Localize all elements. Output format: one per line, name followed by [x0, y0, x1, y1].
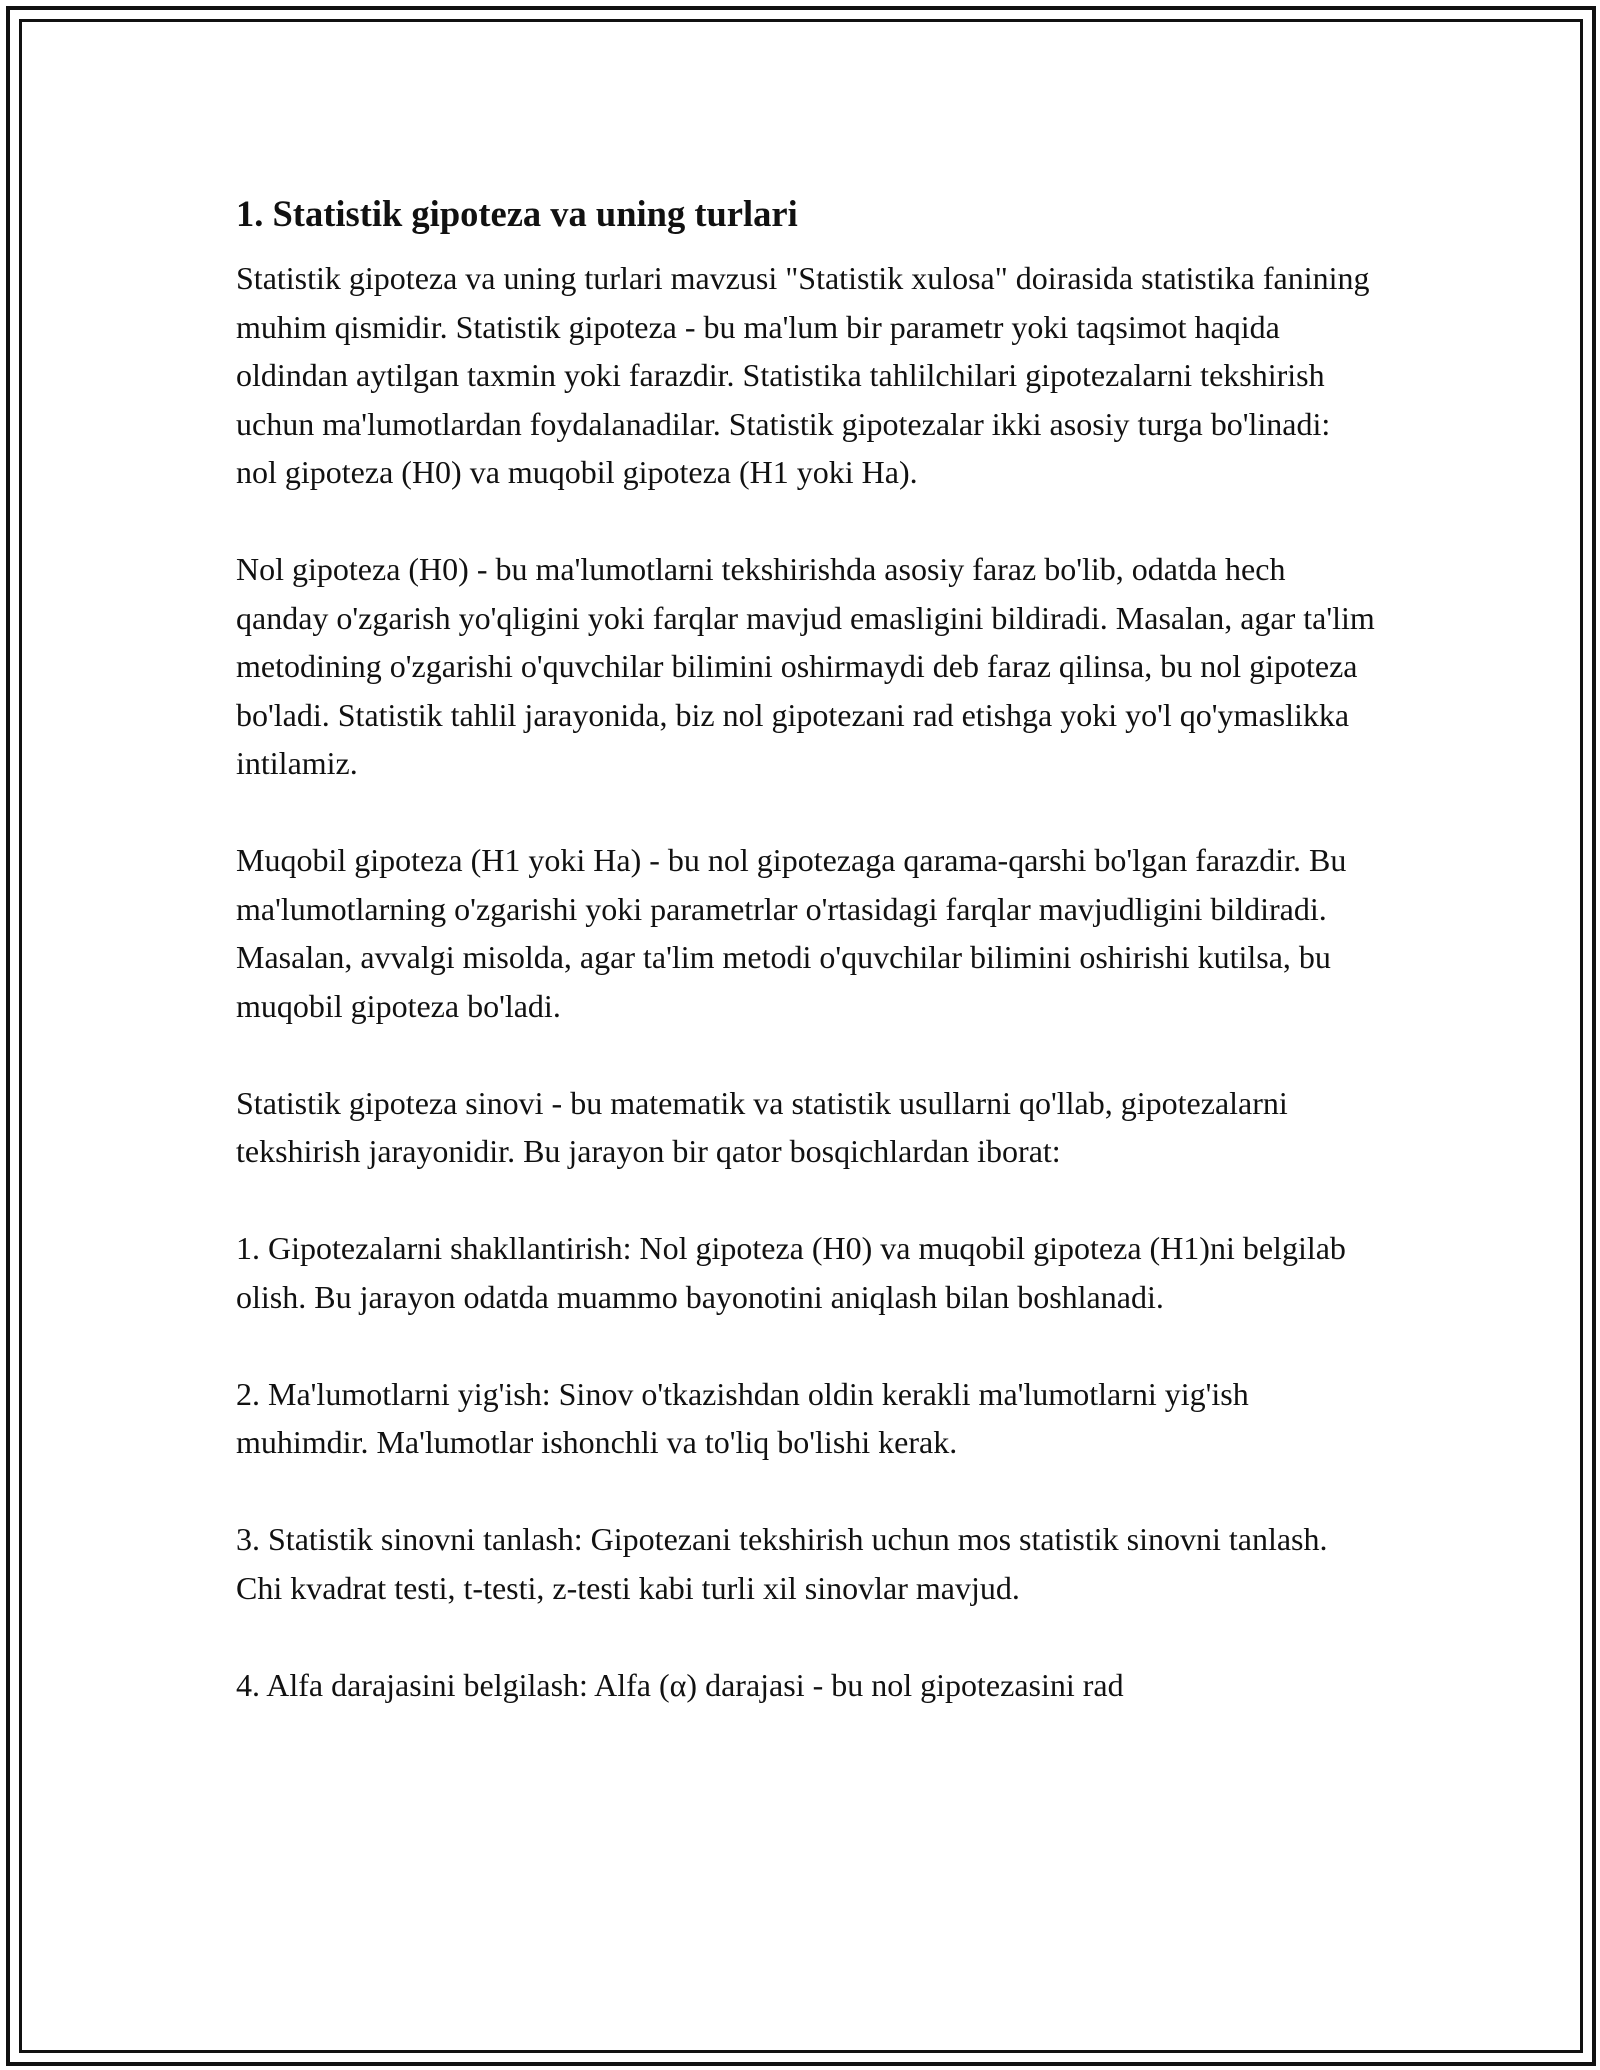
section-heading: 1. Statistik gipoteza va uning turlari — [236, 193, 798, 234]
list-item-step-4: 4. Alfa darajasini belgilash: Alfa (α) darajasi - bu nol gipotezasini rad — [236, 1666, 1124, 1703]
list-item-step-2: 2. Ma'lumotlarni yig'ish: Sinov o'tkazishdan oldin kerakli ma'lumotlarni yig'ish muhimdir. Ma'lumotlar ishonchli va to'liq bo'lishi kerak. — [236, 1375, 1249, 1460]
document-body — [236, 186, 1376, 1709]
paragraph-alternative-hypothesis: Muqobil gipoteza (H1 yoki Ha) - bu nol gipotezaga qarama-qarshi bo'lgan farazdir. Bu ma'lumotlarning o'zgarishi yoki parametrlar o'rtasidagi farqlar mavjudligini bildiradi. Masalan, avvalgi misolda, agar ta'lim metodi o'quvchilar bilimini oshirishi kutilsa, bu muqobil gipoteza bo'ladi. — [236, 842, 1347, 1024]
list-item-step-1: 1. Gipotezalarni shakllantirish: Nol gipoteza (H0) va muqobil gipoteza (H1)ni belgilab olish. Bu jarayon odatda muammo bayonotini aniqlash bilan boshlanadi. — [236, 1230, 1346, 1315]
list-item-step-3: 3. Statistik sinovni tanlash: Gipotezani tekshirish uchun mos statistik sinovni tanlash. Chi kvadrat testi, t-testi, z-testi kabi turli xil sinovlar mavjud. — [236, 1521, 1328, 1606]
paragraph-intro: Statistik gipoteza va uning turlari mavzusi "Statistik xulosa" doirasida statistika fanining muhim qismidir. Statistik gipoteza - bu ma'lum bir parametr yoki taqsimot haqida oldindan aytilgan taxmin yoki farazdir. Statistika tahlilchilari gipotezalarni tekshirish uchun ma'lumotlardan foydalanadilar. Statistik gipotezalar ikki asosiy turga bo'linadi: nol gipoteza (H0) va muqobil gipoteza (H1 yoki Ha). — [236, 260, 1370, 490]
paragraph-null-hypothesis: Nol gipoteza (H0) - bu ma'lumotlarni tekshirishda asosiy faraz bo'lib, odatda hech qanday o'zgarish yo'qligini yoki farqlar mavjud emasligini bildiradi. Masalan, agar ta'lim metodining o'zgarishi o'quvchilar bilimini oshirmaydi deb faraz qilinsa, bu nol gipoteza bo'ladi. Statistik tahlil jarayonida, biz nol gipotezani rad etishga yoki yo'l qo'ymaslikka intilamiz. — [236, 551, 1375, 781]
paragraph-hypothesis-test: Statistik gipoteza sinovi - bu matematik va statistik usullarni qo'llab, gipotezalarni tekshirish jarayonidir. Bu jarayon bir qator bosqichlardan iborat: — [236, 1084, 1288, 1169]
